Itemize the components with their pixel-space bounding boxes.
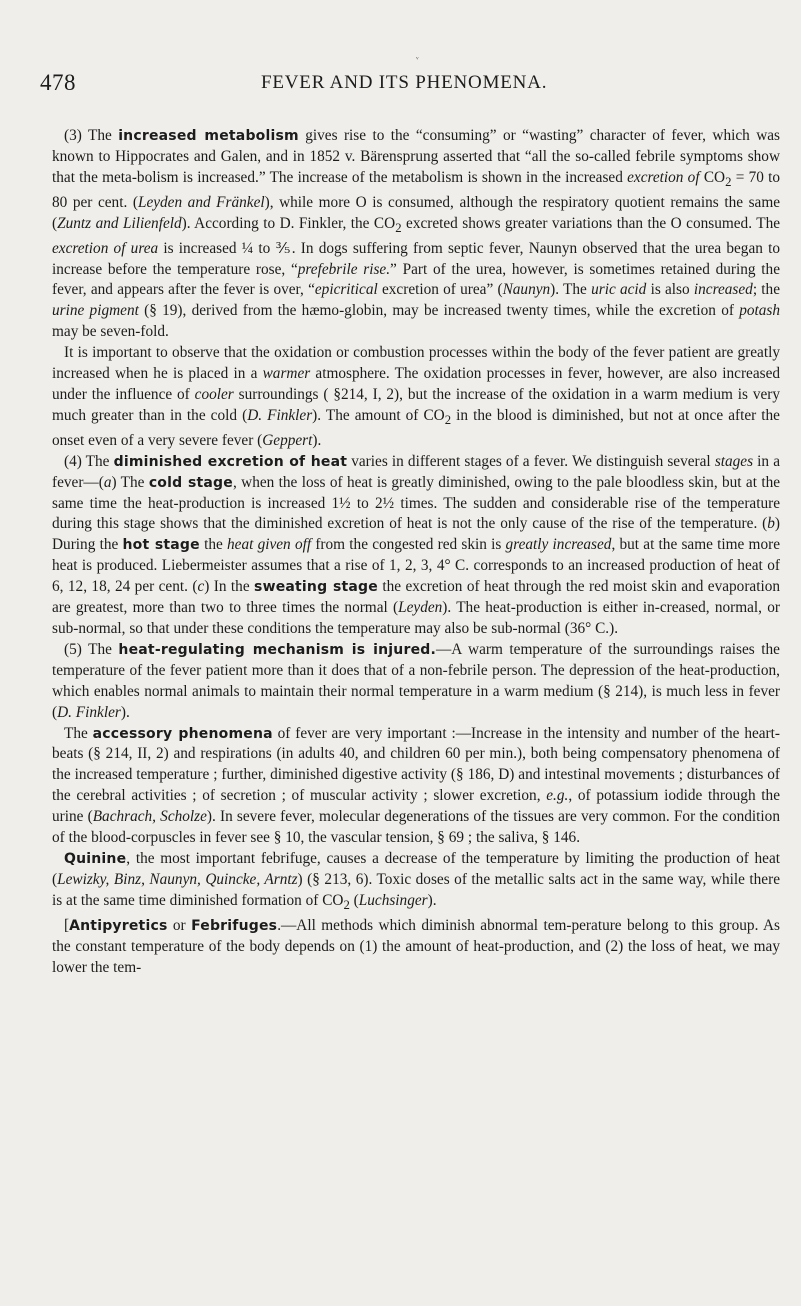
text: ; the — [752, 281, 780, 299]
text: , the most important febrifuge, causes a decrease of the temperature by limiting the production of heat ( — [52, 849, 780, 888]
text: ), while more O is consumed, although the respiratory quotient remains the same ( — [52, 193, 781, 232]
citation: Leyden and Fränkel — [137, 193, 265, 211]
text: or — [167, 916, 192, 934]
text: from the congested red skin is — [311, 536, 506, 554]
emphasis: cooler — [194, 385, 234, 403]
text: The — [64, 724, 93, 742]
body-text — [52, 126, 780, 978]
emphasis: urine pigment — [52, 302, 139, 320]
text: , of potassium iodide through the urine ( — [52, 787, 780, 826]
term-heading: accessory phenomena — [92, 725, 273, 742]
term-heading: Antipyretics — [69, 917, 168, 934]
paragraph-oxidation — [52, 343, 780, 452]
citation: D. Finkler — [57, 703, 121, 721]
text: = 70 to 80 per cent. ( — [52, 168, 780, 211]
emphasis: warmer — [262, 365, 311, 383]
emphasis: excretion of urea — [52, 239, 159, 257]
text: [ — [64, 916, 70, 934]
text: in the blood is diminished, but not at once after the onset even of a very severe fever ( — [52, 406, 780, 449]
text: ). — [312, 431, 322, 449]
text: ). The heat-production is either in-creased, normal, or sub-normal, so that under these conditions the temperature may also be sub-normal (36° C.). — [52, 599, 780, 637]
subscript: 2 — [725, 174, 732, 189]
citation: Zuntz and Lilienfeld — [57, 214, 182, 232]
term-heading: Quinine — [64, 850, 127, 867]
text: excreted shows greater variations than the O consumed. The — [401, 214, 781, 232]
corner-mark: ᵛ — [416, 54, 419, 64]
emphasis: prefebrile rise. — [297, 260, 391, 278]
citation: Bachrach, Scholze — [92, 808, 207, 826]
text: (5) The — [64, 640, 119, 658]
text: (3) The — [64, 127, 119, 144]
text: may be seven-fold. — [52, 323, 169, 341]
emphasis: uric acid — [591, 281, 647, 299]
emphasis: greatly increased — [505, 536, 612, 554]
citation: D. Finkler — [247, 406, 313, 424]
citation: Geppert — [262, 431, 313, 449]
term-heading: Febrifuges — [191, 917, 278, 934]
emphasis: epicritical — [314, 281, 378, 299]
emphasis: increased — [693, 281, 753, 299]
running-head: FEVER AND ITS PHENOMENA. — [261, 72, 548, 93]
text: , but at the same time more heat is produced. Liebermeister assumes that a rise of 1, 2, 3, 4° C. corresponds to an increased production of heat of 6, 12, 18, 24 per cent. ( — [52, 536, 780, 596]
text: is also — [646, 281, 694, 299]
citation: Luchsinger — [358, 891, 428, 909]
emphasis: e.g. — [546, 787, 569, 805]
paragraph-heat-regulation — [52, 640, 780, 724]
text: ). In severe fever, molecular degenerations of the tissues are very common. For the condition of the blood-corpuscles in fever see § 10, the vascular tension, § 69 ; the saliva, § 146. — [52, 808, 780, 847]
text: CO — [699, 168, 726, 186]
text: ” Part of the urea, however, is sometimes retained during the fever, and appears after the fever is over, “ — [52, 260, 780, 299]
text: ). — [120, 703, 130, 721]
text: ( — [349, 891, 359, 909]
emphasis: potash — [739, 302, 780, 320]
text: (4) The — [64, 452, 114, 470]
emphasis: b — [767, 515, 775, 533]
text: ) The — [111, 473, 149, 491]
text: ). — [427, 891, 437, 909]
page-header — [40, 70, 770, 104]
subscript: 2 — [395, 220, 402, 235]
text: .—All methods which diminish abnormal tem-perature belong to this group. As the constant temperature of the body depends on (1) the amount of heat-production, and (2) the loss of heat, we may lower the tem- — [52, 916, 780, 976]
paragraph-quinine — [52, 849, 780, 916]
paragraph-antipyretics — [52, 916, 780, 979]
emphasis: heat given off — [227, 536, 312, 554]
text: —A warm temperature of the surroundings raises the temperature of the fever patient more than it does that of a non-febrile person. The depression of the heat-production, which enables normal animals to maintain their normal temperature in a warm medium (§ 214), is much less in fever ( — [52, 640, 780, 721]
subscript: 2 — [343, 897, 350, 912]
text: atmosphere. The oxidation processes in fever, however, are also increased under the influence of — [52, 365, 781, 403]
text: , when the loss of heat is greatly diminished, owing to the pale bloodless skin, but at the same time the heat-production is increased 1½ to 2½ times. The sudden and considerable rise of the temperature during this stage shows that the diminished excretion of heat is not the only cause of the rise of the temperature. ( — [52, 473, 781, 533]
paragraph-increased-metabolism — [52, 126, 780, 343]
term-heading: hot stage — [122, 537, 200, 554]
emphasis: excretion of — [627, 168, 700, 186]
text: is increased ¼ to ⅗. In dogs suffering from septic fever, Naunyn observed that the urea began to increase before the temperature rose, “ — [52, 239, 780, 278]
text: ) During the — [52, 515, 780, 554]
text: the — [199, 536, 228, 554]
term-heading: increased metabolism — [118, 128, 299, 144]
term-heading: diminished excretion of heat — [113, 453, 348, 470]
text: the excretion of heat through the red moist skin and evaporation are greatest, more than two to three times the normal ( — [52, 578, 780, 617]
text: ). The — [550, 281, 592, 299]
text: excretion of urea” ( — [377, 281, 503, 299]
text: ). The amount of CO — [312, 406, 445, 424]
text: (§ 19), derived from the hæmo-globin, may be increased twenty times, while the excretion of — [138, 302, 740, 320]
citation: Leyden — [398, 599, 443, 617]
term-heading: sweating stage — [254, 579, 378, 596]
emphasis: c — [197, 578, 205, 596]
text: ) In the — [204, 578, 255, 596]
paragraph-accessory-phenomena — [52, 724, 780, 849]
citation: Lewizky, Binz, Naunyn, Quincke, Arntz — [57, 870, 298, 888]
text: in a fever—( — [52, 452, 780, 491]
paragraph-heat-excretion — [52, 452, 780, 640]
term-heading: heat-regulating mechanism is injured. — [118, 641, 436, 658]
text: surroundings ( §214, I, 2), but the increase of the oxidation in a warm medium is very much greater than in the cold ( — [52, 385, 780, 424]
text: ) (§ 213, 6). Toxic doses of the metallic salts act in the same way, while there is at the same time diminished formation of CO — [52, 870, 780, 909]
text: gives rise to the “consuming” or “wasting” character of fever, which was known to Hippocrates and Galen, and in 1852 v. Bärensprung asserted that “all the so-called febrile symptoms show that the meta-bolism is increased.” The increase of the metabolism is shown in the increased — [52, 127, 780, 186]
text: varies in different stages of a fever. We distinguish several — [347, 452, 715, 470]
text: It is important to observe that the oxidation or combustion processes within the body of the fever patient are greatly increased when he is placed in a — [52, 344, 780, 383]
text: of fever are very important :—Increase in the intensity and number of the heart-beats (§ 214, II, 2) and respirations (in adults 40, and children 60 per min.), both being compensatory phenomena of the increased temperature ; further, diminished digestive activity (§ 186, D) and intestinal movements ; disturbances of the cerebral activities ; of secretion ; of muscular activity ; slower excretion, — [52, 724, 780, 805]
subscript: 2 — [444, 412, 452, 427]
emphasis: stages — [714, 452, 754, 470]
emphasis: a — [103, 473, 112, 491]
page-number: 478 — [40, 70, 76, 95]
term-heading: cold stage — [148, 474, 233, 491]
citation: Naunyn — [502, 281, 551, 299]
text: ). According to D. Finkler, the CO — [181, 214, 396, 232]
